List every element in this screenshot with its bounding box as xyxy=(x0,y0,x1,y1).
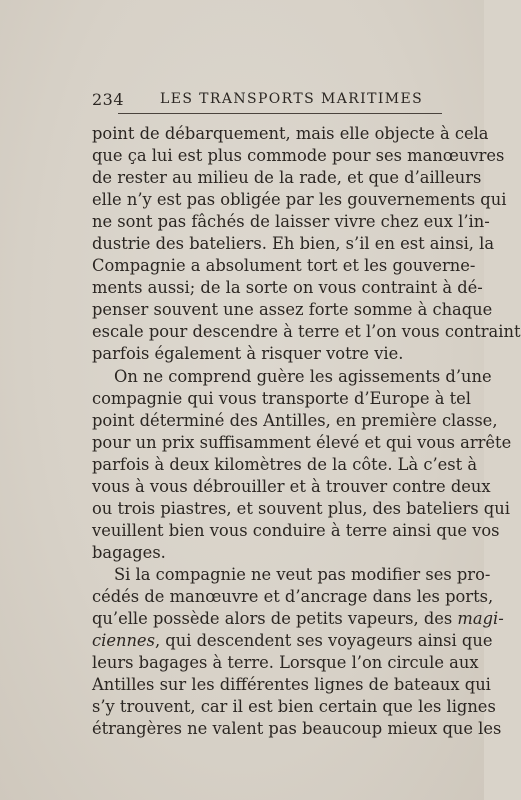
text-line: On ne comprend guère les agissements d’une xyxy=(114,366,492,386)
text-line: pour un prix suffisamment élevé et qui vous arrête xyxy=(92,432,512,452)
italic-word: magi- xyxy=(457,609,504,629)
text-line: point de débarquement, mais elle objecte à cela xyxy=(92,124,489,143)
italic-word: ciennes xyxy=(92,631,155,651)
text-line: leurs bagages à terre. Lorsque l’on circule aux xyxy=(92,653,479,673)
text-line: ments aussi; de la sorte on vous contraint à dé- xyxy=(92,278,483,298)
page-number: 234 xyxy=(92,90,125,109)
body-text xyxy=(92,123,521,740)
text-line: étrangères ne valent pas beaucoup mieux que les xyxy=(92,719,502,739)
page-header xyxy=(92,90,444,112)
text-line: que ça lui est plus commode pour ses manœuvres xyxy=(92,146,505,166)
text-line: ne sont pas fâchés de laisser vivre chez eux l’in- xyxy=(92,212,490,232)
text-line: cédés de manœuvre et d’ancrage dans les ports, xyxy=(92,586,494,606)
text-line: vous à vous débrouiller et à trouver contre deux xyxy=(92,476,491,496)
text-line: ou trois piastres, et souvent plus, des bateliers qui xyxy=(92,498,510,518)
text-line: dustrie des bateliers. Eh bien, s’il en est ainsi, la xyxy=(92,234,495,254)
text-line: s’y trouvent, car il est bien certain que les lignes xyxy=(92,697,496,717)
text-line: compagnie qui vous transporte d’Europe à tel xyxy=(92,388,472,408)
text-line: Antilles sur les différentes lignes de bateaux qui xyxy=(92,675,491,695)
text-line: escale pour descendre à terre et l’on vous contraint xyxy=(92,322,521,342)
text-line: Compagnie a absolument tort et les gouverne- xyxy=(92,256,476,276)
text-line: penser souvent une assez forte somme à chaque xyxy=(92,300,493,320)
line-text: qu’elle possède alors de petits vapeurs, des xyxy=(92,609,458,629)
text-line: de rester au milieu de la rade, et que d’ailleurs xyxy=(92,168,482,188)
text-line: Si la compagnie ne veut pas modifier ses pro- xyxy=(114,564,491,584)
line-text: , qui descendent ses voyageurs ainsi que xyxy=(154,631,493,651)
text-line xyxy=(92,630,493,652)
text-line: point déterminé des Antilles, en première classe, xyxy=(92,410,498,430)
text-line: parfois également à risquer votre vie. xyxy=(92,344,404,364)
running-title: LES TRANSPORTS MARITIMES xyxy=(160,91,424,107)
text-line xyxy=(92,608,504,630)
text-line: veuillent bien vous conduire à terre ainsi que vos xyxy=(92,520,500,540)
text-line: bagages. xyxy=(92,542,166,562)
text-line: elle n’y est pas obligée par les gouvernements qui xyxy=(92,190,507,210)
text-line: parfois à deux kilomètres de la côte. Là c’est à xyxy=(92,454,478,474)
header-rule xyxy=(118,113,442,114)
